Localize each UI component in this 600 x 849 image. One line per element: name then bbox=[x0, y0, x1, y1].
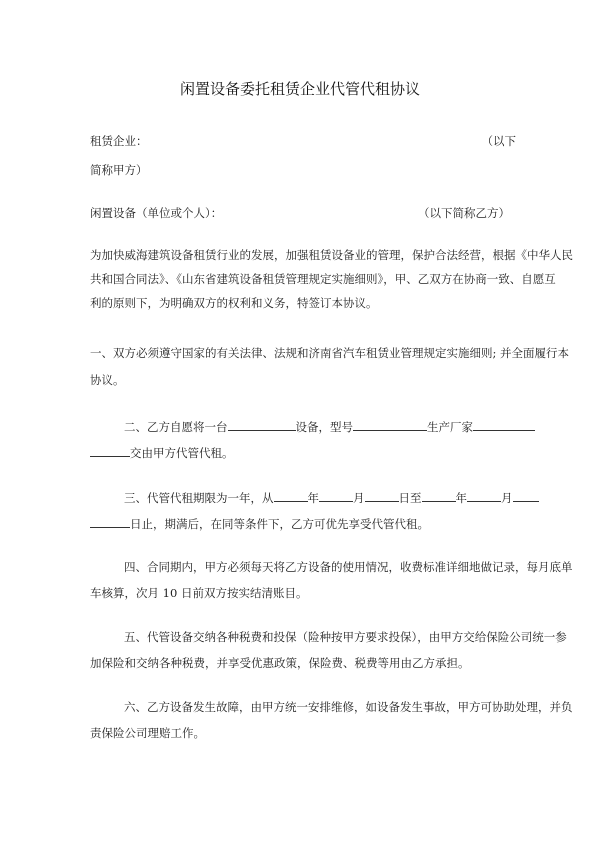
equipment-name-blank bbox=[228, 418, 296, 431]
intro-line-1: 为加快威海建筑设备租赁行业的发展，加强租赁设备业的管理，保护合法经营，根据《中华人民 bbox=[90, 248, 573, 262]
clause-2-text-a: 二、乙方自愿将一台 bbox=[124, 420, 228, 434]
clause-2-line-2 bbox=[90, 444, 234, 461]
intro-line-2: 共和国合同法》、《山东省建筑设备租赁管理规定实施细则》，甲、乙双方在协商一致、自愿互 bbox=[90, 272, 556, 286]
lessor-abbrev: 简称甲方） bbox=[90, 163, 148, 177]
manufacturer-blank bbox=[473, 418, 535, 431]
clause-2-text-c: 生产厂家 bbox=[427, 420, 473, 434]
clause-3-line-1 bbox=[124, 489, 539, 506]
start-year-blank bbox=[274, 489, 308, 502]
clause-3-text-a: 三、代管代租期限为一年，从 bbox=[124, 491, 274, 505]
clause-4-line-2: 车核算，次月 10 日前双方按实结清账目。 bbox=[90, 586, 308, 600]
clause-3-day-to: 日至 bbox=[398, 491, 422, 505]
lessor-label: 租赁企业： bbox=[90, 134, 148, 148]
model-blank bbox=[353, 418, 427, 431]
clause-1-line-2: 协议。 bbox=[90, 373, 125, 387]
manufacturer-blank-cont bbox=[90, 444, 130, 457]
intro-line-3: 利的原则下，为明确双方的权利和义务，特签订本协议。 bbox=[90, 296, 378, 310]
owner-label: 闲置设备（单位或个人）： bbox=[90, 206, 223, 220]
clause-3-year: 年 bbox=[307, 491, 319, 505]
clause-5-line-2: 加保险和交纳各种税费，并享受优惠政策，保险费、税费等用由乙方承担。 bbox=[90, 656, 470, 670]
start-month-blank bbox=[319, 489, 353, 502]
clause-3-month: 月 bbox=[353, 491, 365, 505]
lessor-suffix: （以下 bbox=[481, 134, 516, 148]
clause-2-line-1 bbox=[124, 418, 535, 435]
end-month-blank bbox=[467, 489, 501, 502]
clause-6-line-2: 责保险公司理赔工作。 bbox=[90, 726, 205, 740]
clause-4-line-1: 四、合同期内，甲方必须每天将乙方设备的使用情况，收费标准详细地做记录，每月底单 bbox=[124, 560, 573, 574]
end-day-blank-cont bbox=[90, 515, 130, 528]
document-title: 闲置设备委托租赁企业代管代租协议 bbox=[179, 80, 420, 98]
clause-2-text-b: 设备，型号 bbox=[295, 420, 353, 434]
clause-3-year-2: 年 bbox=[455, 491, 467, 505]
clause-3-month-2: 月 bbox=[501, 491, 513, 505]
clause-6-line-1: 六、乙方设备发生故障，由甲方统一安排维修，如设备发生事故，甲方可协助处理，并负 bbox=[124, 700, 573, 714]
owner-suffix: （以下简称乙方） bbox=[418, 206, 510, 220]
clause-5-line-1: 五、代管设备交纳各种税费和投保（险种按甲方要求投保），由甲方交给保险公司统一参 bbox=[124, 630, 567, 644]
clause-2-text-d: 交由甲方代管代租。 bbox=[130, 446, 234, 460]
start-day-blank bbox=[365, 489, 399, 502]
end-day-blank bbox=[513, 489, 539, 502]
end-year-blank bbox=[422, 489, 456, 502]
clause-3-text-end: 日止，期满后，在同等条件下，乙方可优先享受代管代租。 bbox=[130, 517, 429, 531]
clause-3-line-2 bbox=[90, 515, 429, 532]
clause-1-line-1: 一、双方必须遵守国家的有关法律、法规和济南省汽车租赁业管理规定实施细则; 并全面履行本 bbox=[90, 346, 570, 360]
